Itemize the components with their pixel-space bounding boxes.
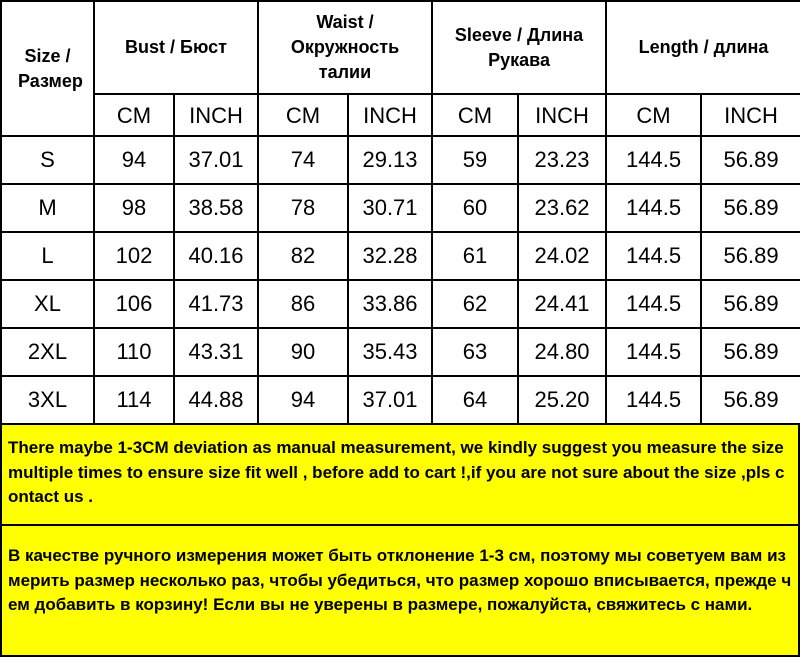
unit-header: INCH bbox=[701, 94, 800, 136]
size-cell: 3XL bbox=[1, 376, 94, 424]
value-cell: 24.02 bbox=[518, 232, 606, 280]
value-cell: 24.41 bbox=[518, 280, 606, 328]
value-cell: 37.01 bbox=[348, 376, 432, 424]
value-cell: 86 bbox=[258, 280, 348, 328]
value-cell: 144.5 bbox=[606, 280, 701, 328]
value-cell: 102 bbox=[94, 232, 174, 280]
table-row bbox=[1, 328, 800, 376]
size-cell: XL bbox=[1, 280, 94, 328]
unit-header: INCH bbox=[348, 94, 432, 136]
value-cell: 44.88 bbox=[174, 376, 258, 424]
sleeve-header: Sleeve / Длина Рукава bbox=[432, 1, 606, 94]
size-cell: L bbox=[1, 232, 94, 280]
table-row bbox=[1, 184, 800, 232]
value-cell: 38.58 bbox=[174, 184, 258, 232]
value-cell: 144.5 bbox=[606, 136, 701, 184]
value-cell: 37.01 bbox=[174, 136, 258, 184]
length-header: Length / длина bbox=[606, 1, 800, 94]
value-cell: 40.16 bbox=[174, 232, 258, 280]
value-cell: 23.62 bbox=[518, 184, 606, 232]
value-cell: 56.89 bbox=[701, 184, 800, 232]
value-cell: 144.5 bbox=[606, 232, 701, 280]
value-cell: 56.89 bbox=[701, 328, 800, 376]
value-cell: 24.80 bbox=[518, 328, 606, 376]
unit-header: CM bbox=[432, 94, 518, 136]
value-cell: 114 bbox=[94, 376, 174, 424]
value-cell: 82 bbox=[258, 232, 348, 280]
value-cell: 56.89 bbox=[701, 136, 800, 184]
table-row bbox=[1, 232, 800, 280]
value-cell: 23.23 bbox=[518, 136, 606, 184]
value-cell: 43.31 bbox=[174, 328, 258, 376]
value-cell: 56.89 bbox=[701, 280, 800, 328]
value-cell: 33.86 bbox=[348, 280, 432, 328]
value-cell: 41.73 bbox=[174, 280, 258, 328]
value-cell: 35.43 bbox=[348, 328, 432, 376]
size-cell: S bbox=[1, 136, 94, 184]
value-cell: 30.71 bbox=[348, 184, 432, 232]
unit-header: CM bbox=[94, 94, 174, 136]
unit-header: CM bbox=[258, 94, 348, 136]
russian-measurement-note: В качестве ручного измерения может быть отклонение 1-3 см, поэтому мы советуем вам измерить размер несколько раз, чтобы убедиться, что размер хорошо вписывается, прежде чем добавить в корзину! Если вы не уверены в размере, пожалуйста, свяжитесь с нами. bbox=[0, 524, 800, 657]
waist-header: Waist /Окружность талии bbox=[258, 1, 432, 94]
english-measurement-note: There maybe 1-3CM deviation as manual measurement, we kindly suggest you measure the size multiple times to ensure size fit well , before add to cart !,if you are not sure about the size ,pls contact us . bbox=[0, 423, 800, 526]
value-cell: 98 bbox=[94, 184, 174, 232]
value-cell: 56.89 bbox=[701, 232, 800, 280]
table-row bbox=[1, 136, 800, 184]
value-cell: 61 bbox=[432, 232, 518, 280]
table-row bbox=[1, 280, 800, 328]
size-column-header: Size / Размер bbox=[1, 1, 94, 136]
value-cell: 78 bbox=[258, 184, 348, 232]
value-cell: 110 bbox=[94, 328, 174, 376]
unit-header: INCH bbox=[518, 94, 606, 136]
bust-header: Bust / Бюст bbox=[94, 1, 258, 94]
value-cell: 56.89 bbox=[701, 376, 800, 424]
value-cell: 32.28 bbox=[348, 232, 432, 280]
value-cell: 62 bbox=[432, 280, 518, 328]
value-cell: 25.20 bbox=[518, 376, 606, 424]
value-cell: 74 bbox=[258, 136, 348, 184]
value-cell: 106 bbox=[94, 280, 174, 328]
unit-row bbox=[1, 94, 800, 136]
value-cell: 64 bbox=[432, 376, 518, 424]
value-cell: 63 bbox=[432, 328, 518, 376]
header-row bbox=[1, 1, 800, 94]
size-cell: 2XL bbox=[1, 328, 94, 376]
unit-header: CM bbox=[606, 94, 701, 136]
value-cell: 144.5 bbox=[606, 328, 701, 376]
table-row bbox=[1, 376, 800, 424]
value-cell: 90 bbox=[258, 328, 348, 376]
value-cell: 94 bbox=[94, 136, 174, 184]
value-cell: 94 bbox=[258, 376, 348, 424]
value-cell: 60 bbox=[432, 184, 518, 232]
value-cell: 29.13 bbox=[348, 136, 432, 184]
unit-header: INCH bbox=[174, 94, 258, 136]
value-cell: 144.5 bbox=[606, 184, 701, 232]
value-cell: 144.5 bbox=[606, 376, 701, 424]
value-cell: 59 bbox=[432, 136, 518, 184]
size-cell: M bbox=[1, 184, 94, 232]
